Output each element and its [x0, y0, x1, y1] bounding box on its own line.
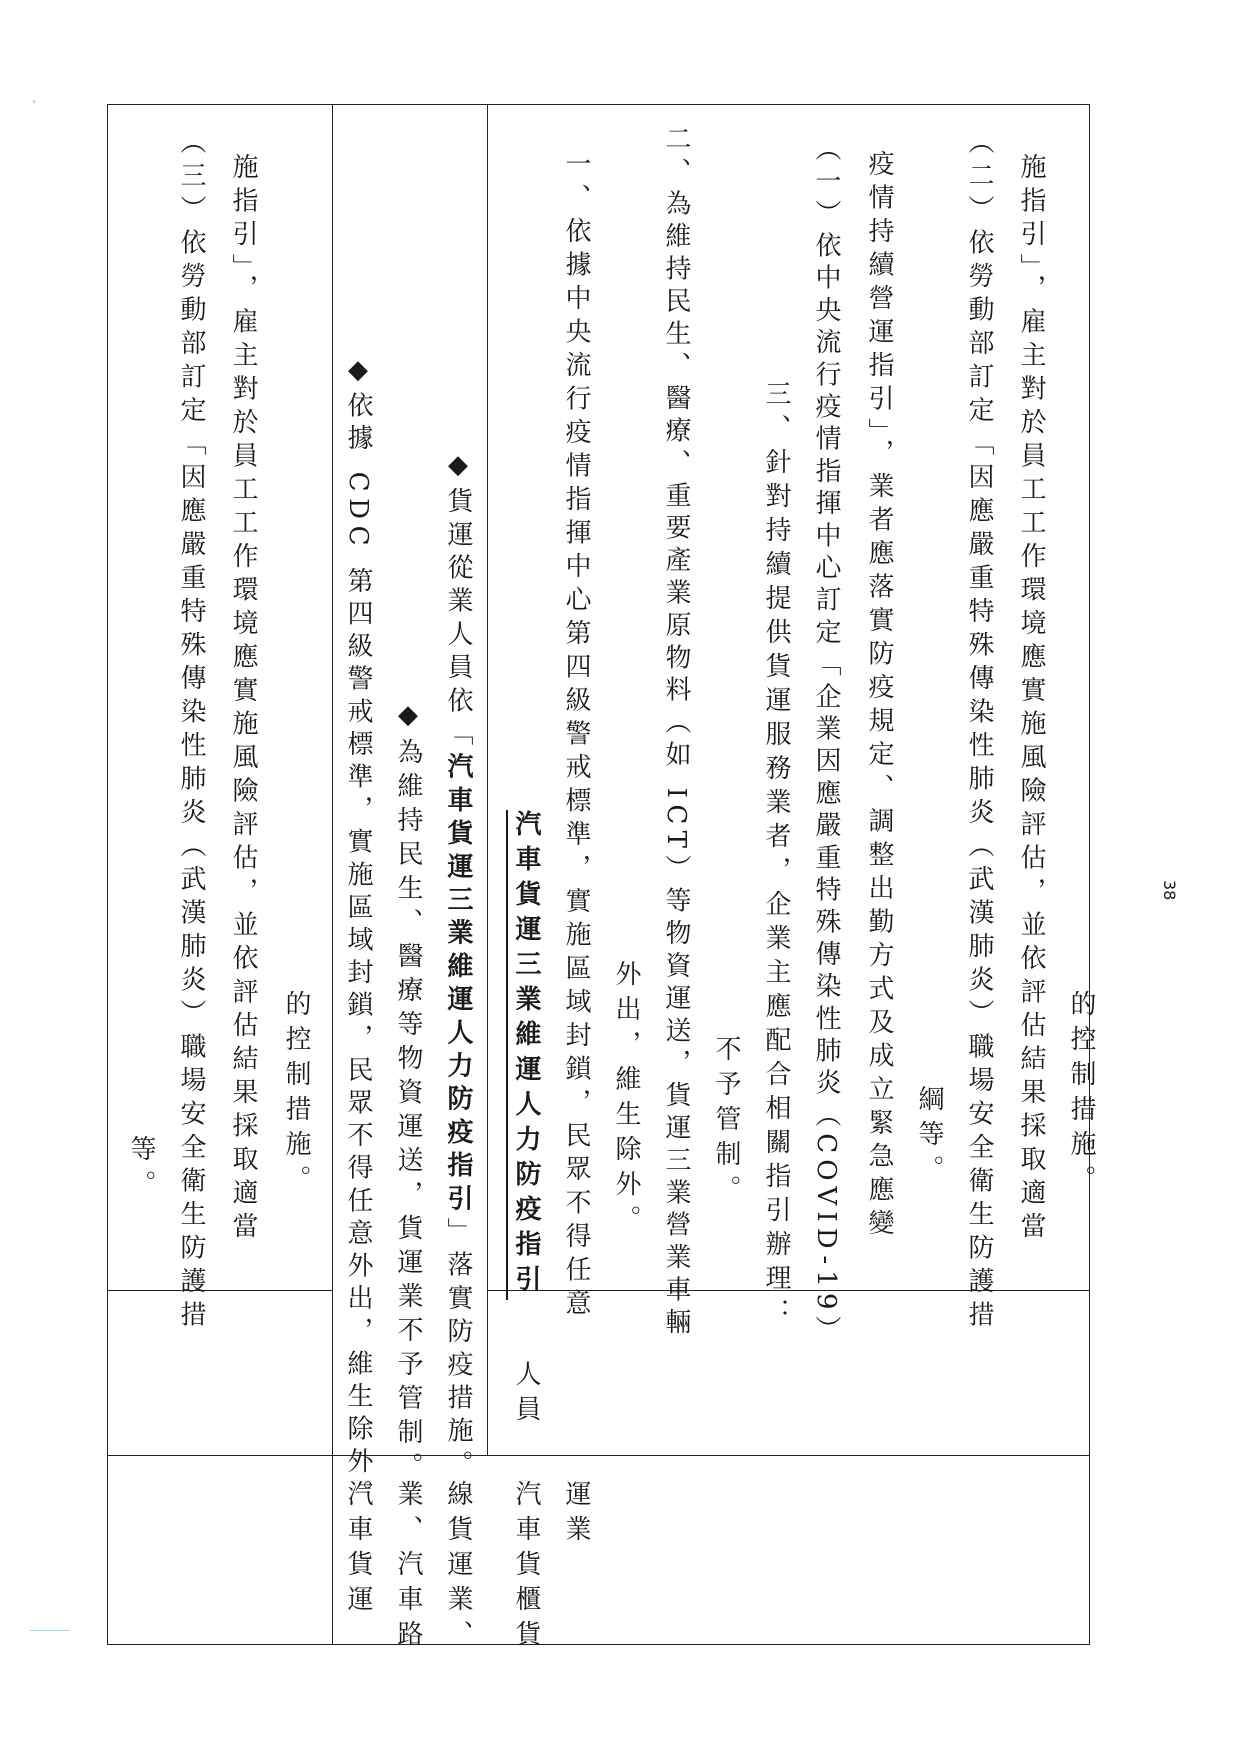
guideline-line-1: 一、依據中央流行疫情指揮中心第四級警戒標準，實施區域封鎖，民眾不得任意	[561, 150, 591, 1323]
bullet-marker: ◆	[443, 450, 473, 488]
guideline-line-10: 施指引」，雇主對於員工工作環境應實施風險評估，並依評估結果採取適當	[1016, 153, 1046, 1246]
prev-para-3: 施指引」，雇主對於員工工作環境應實施風險評估，並依評估結果採取適當	[228, 153, 258, 1246]
guideline-line-7: 疫情持續營運指引」，業者應落實防疫規定、調整出勤方式及成立緊急應變	[864, 150, 894, 1243]
guideline-line-4: 不予管制。	[711, 1035, 741, 1210]
guideline-name-bold: 汽車貨運三業維運人力防疫指引	[443, 752, 473, 1218]
bullet-block-divider	[487, 104, 488, 1455]
category-label: 人員	[511, 1360, 541, 1430]
guideline-title: 汽車貨運三業維運人力防疫指引	[511, 810, 541, 1300]
industry-line-5: 運業	[561, 1480, 591, 1550]
column-divider-industry	[107, 1455, 1090, 1456]
guideline-line-2: 外出，維生除外。	[611, 960, 641, 1240]
bullet-item-3: ◆貨運從業人員依「汽車貨運三業維運人力防疫指引」落實防疫措施。	[443, 450, 473, 1484]
bullet-item-2: ◆為維持民生、醫療等物資運送，貨運業不予管制。	[393, 700, 423, 1486]
guideline-line-9: （二）依勞動部訂定「因應嚴重特殊傳染性肺炎（武漢肺炎）職場安全衛生防護措	[964, 128, 994, 1334]
bullet-marker: ◆	[393, 700, 423, 738]
guideline-line-8: 綱等。	[914, 1085, 944, 1190]
guideline-line-3: 二、為維持民生、醫療、重要產業原物料（如 ICT）等物資運送，貨運三業營業車輛	[661, 125, 691, 1341]
column-divider-category-top	[107, 1290, 333, 1291]
page-number: 38	[1160, 880, 1179, 901]
industry-line-3: 線貨運業、	[443, 1480, 473, 1655]
industry-line-4: 汽車貨櫃貨	[511, 1480, 541, 1655]
guideline-line-6: （一）依中央流行疫情指揮中心訂定「企業因應嚴重特殊傳染性肺炎（COVID-19）	[811, 135, 841, 1348]
bullet-marker: ◆	[343, 355, 373, 392]
prev-para-4: 的控制措施。	[281, 990, 311, 1200]
bullet-item-1: ◆依據 CDC 第四級警戒標準，實施區域封鎖，民眾不得任意外出，維生除外。	[343, 355, 373, 1513]
prev-para-2: （三）依勞動部訂定「因應嚴重特殊傳染性肺炎（武漢肺炎）職場安全衛生防護措	[176, 128, 206, 1334]
scan-speck	[33, 100, 35, 103]
row-divider	[332, 104, 333, 1645]
industry-line-1: 汽車貨運	[343, 1480, 373, 1620]
guideline-line-11: 的控制措施。	[1066, 990, 1096, 1200]
industry-line-2: 業、汽車路	[393, 1480, 423, 1655]
scan-speck	[30, 1630, 70, 1631]
prev-para-1: 等。	[126, 1135, 156, 1205]
guideline-line-5: 三、針對持續提供貨運服務業者，企業主應配合相關指引辦理：	[761, 380, 791, 1332]
